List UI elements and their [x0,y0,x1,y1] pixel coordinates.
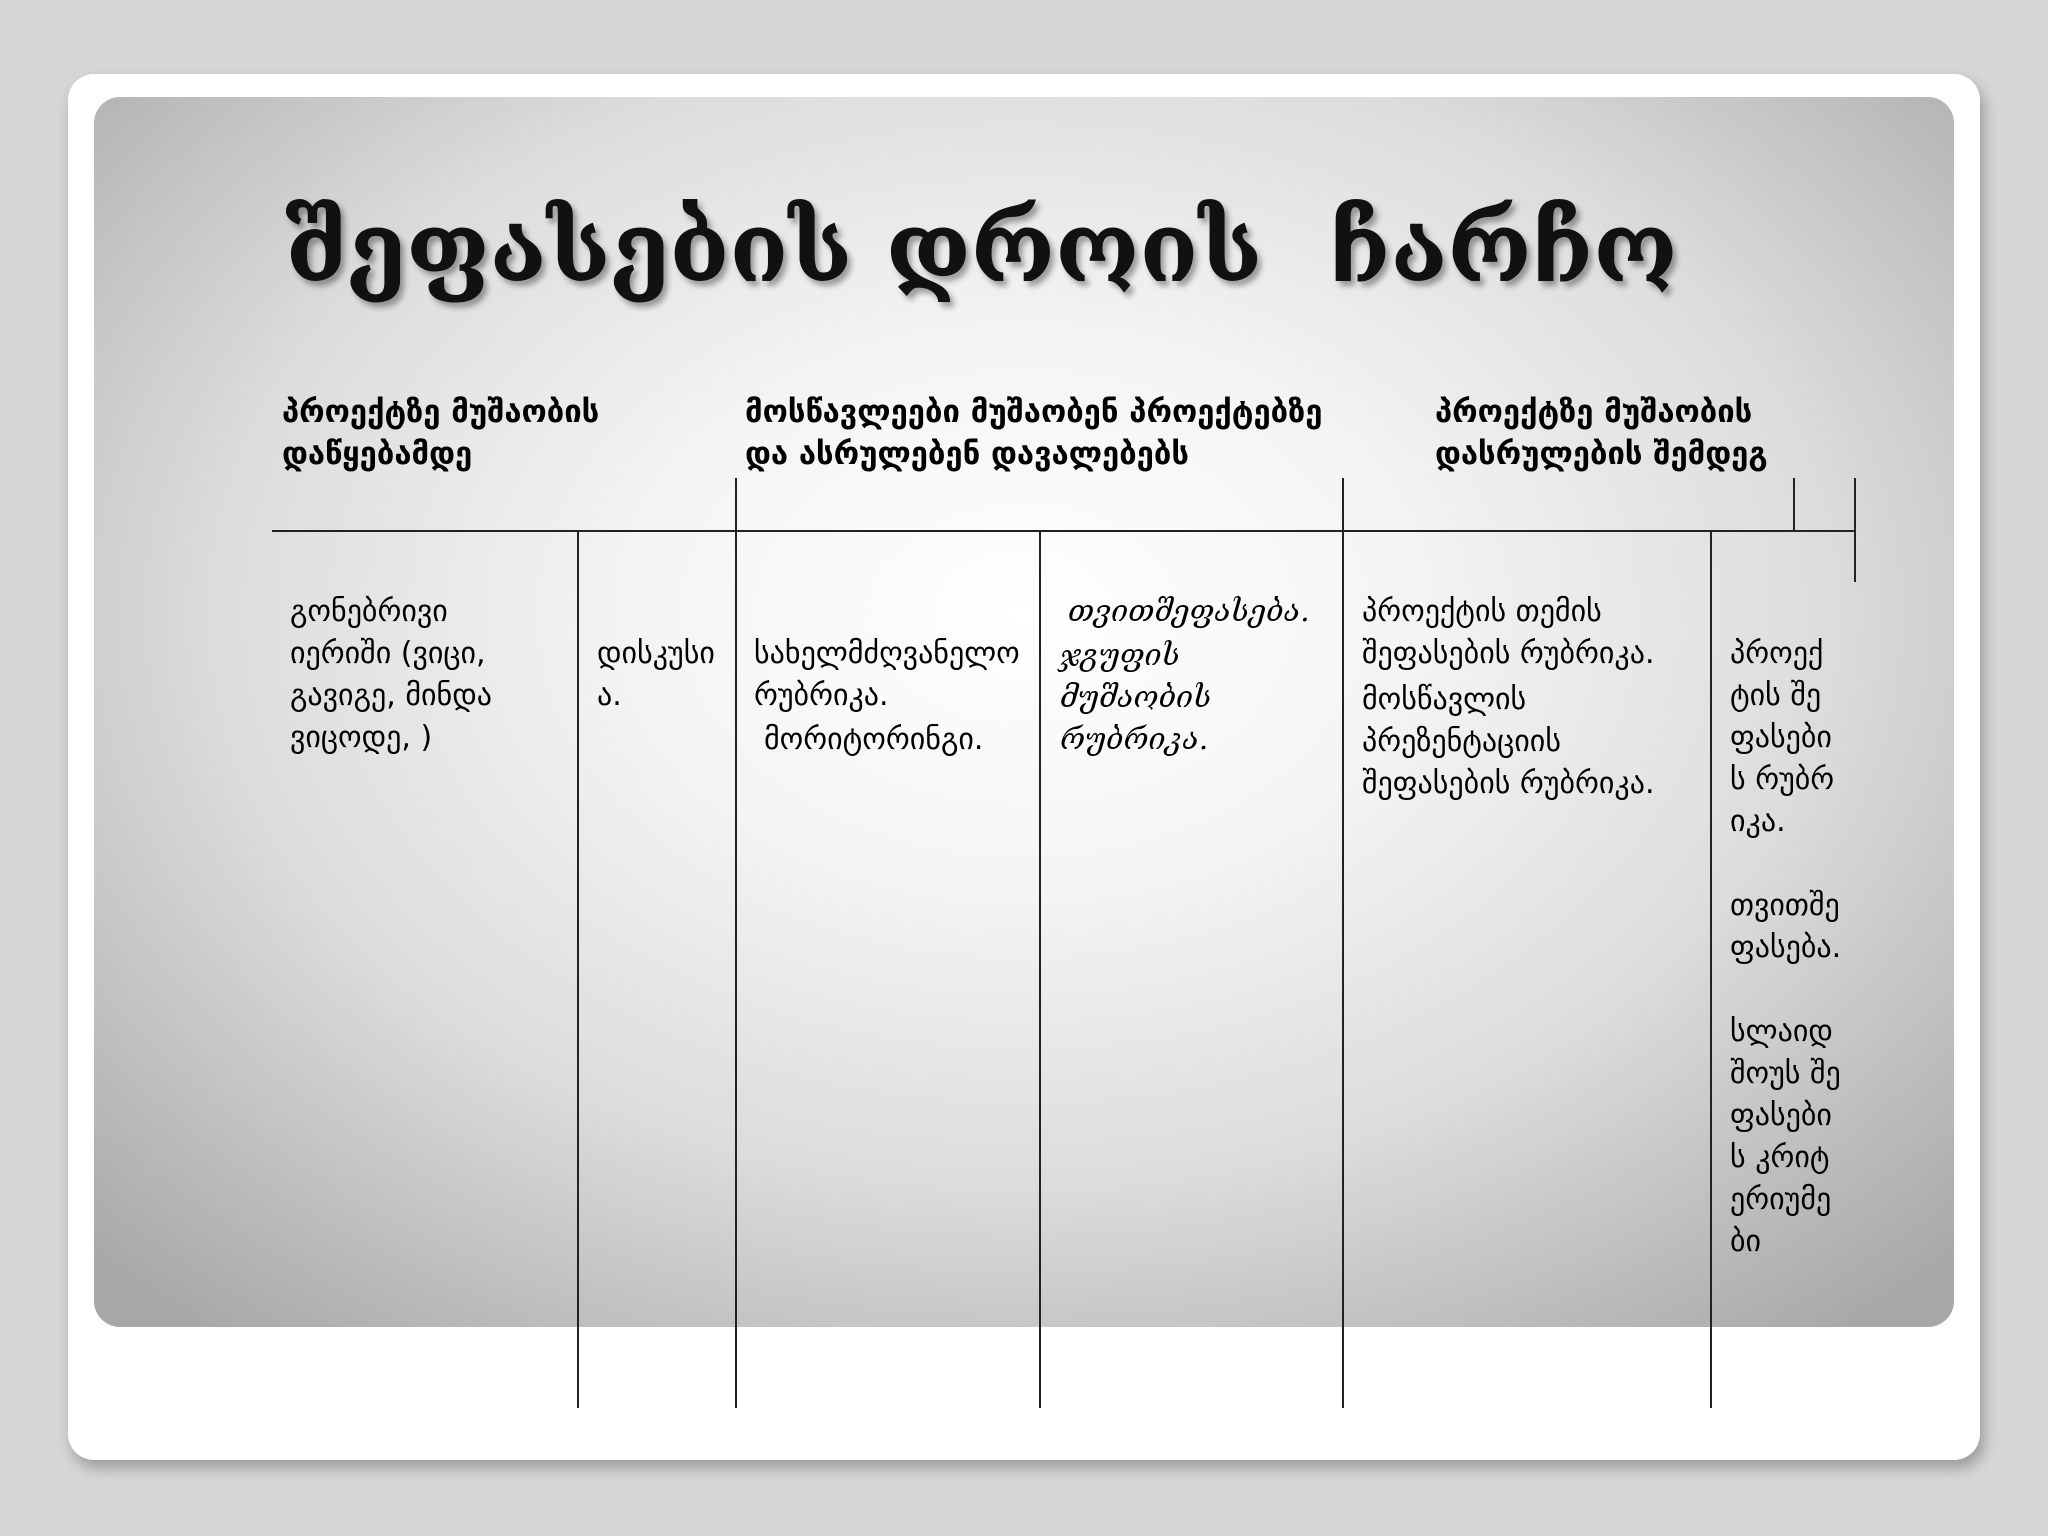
header-after-project: პროექტზე მუშაობის დასრულების შემდეგ [1435,394,1768,472]
column-divider [1039,530,1041,1408]
header-before-project: პროექტზე მუშაობის დაწყებამდე [282,394,600,472]
cell-text: მოსწავლის პრეზენტაციის შეფასების რუბრიკა. [1362,682,1655,801]
cell-self-assessment [1060,591,1330,761]
column-divider [1793,478,1795,530]
column-divider [1710,530,1712,1408]
column-divider [1342,478,1344,1408]
cell-text: თვითშეფასება. [1068,594,1310,629]
cell-text: ჯგუფის მუშაობის რუბრიკა. [1060,638,1212,757]
cell-discussion: დისკუსია. [597,636,715,713]
cell-guided-rubric [754,633,1024,761]
cell-final-assessment [1730,633,1842,1263]
cell-brainstorm: გონებრივი იერიში (ვიცი, გავიგე, მინდა ვიცოდე, ) [290,594,492,755]
cell-text: სახელმძღვანელო რუბრიკა. [754,636,1020,713]
cell-text: სლაიდ შოუს შეფასების კრიტერიუმები [1730,1014,1841,1259]
column-divider [735,478,737,1408]
column-divider [577,530,579,1408]
column-divider [1854,478,1856,582]
slide-title: შეფასების დროის ჩარჩო [285,191,1678,304]
cell-text: პროექტის შეფასების რუბრიკა. [1730,636,1835,839]
header-during-project: მოსწავლეები მუშაობენ პროექტებზე და ასრულებენ დავალებებს [745,394,1323,472]
cell-text: პროექტის თემის შეფასების რუბრიკა. [1362,594,1655,671]
cell-text: მორიტორინგი. [764,722,984,757]
cell-project-rubrics [1362,591,1692,805]
table-horizontal-rule [272,530,1856,532]
cell-text: თვითშეფასება. [1730,888,1842,965]
